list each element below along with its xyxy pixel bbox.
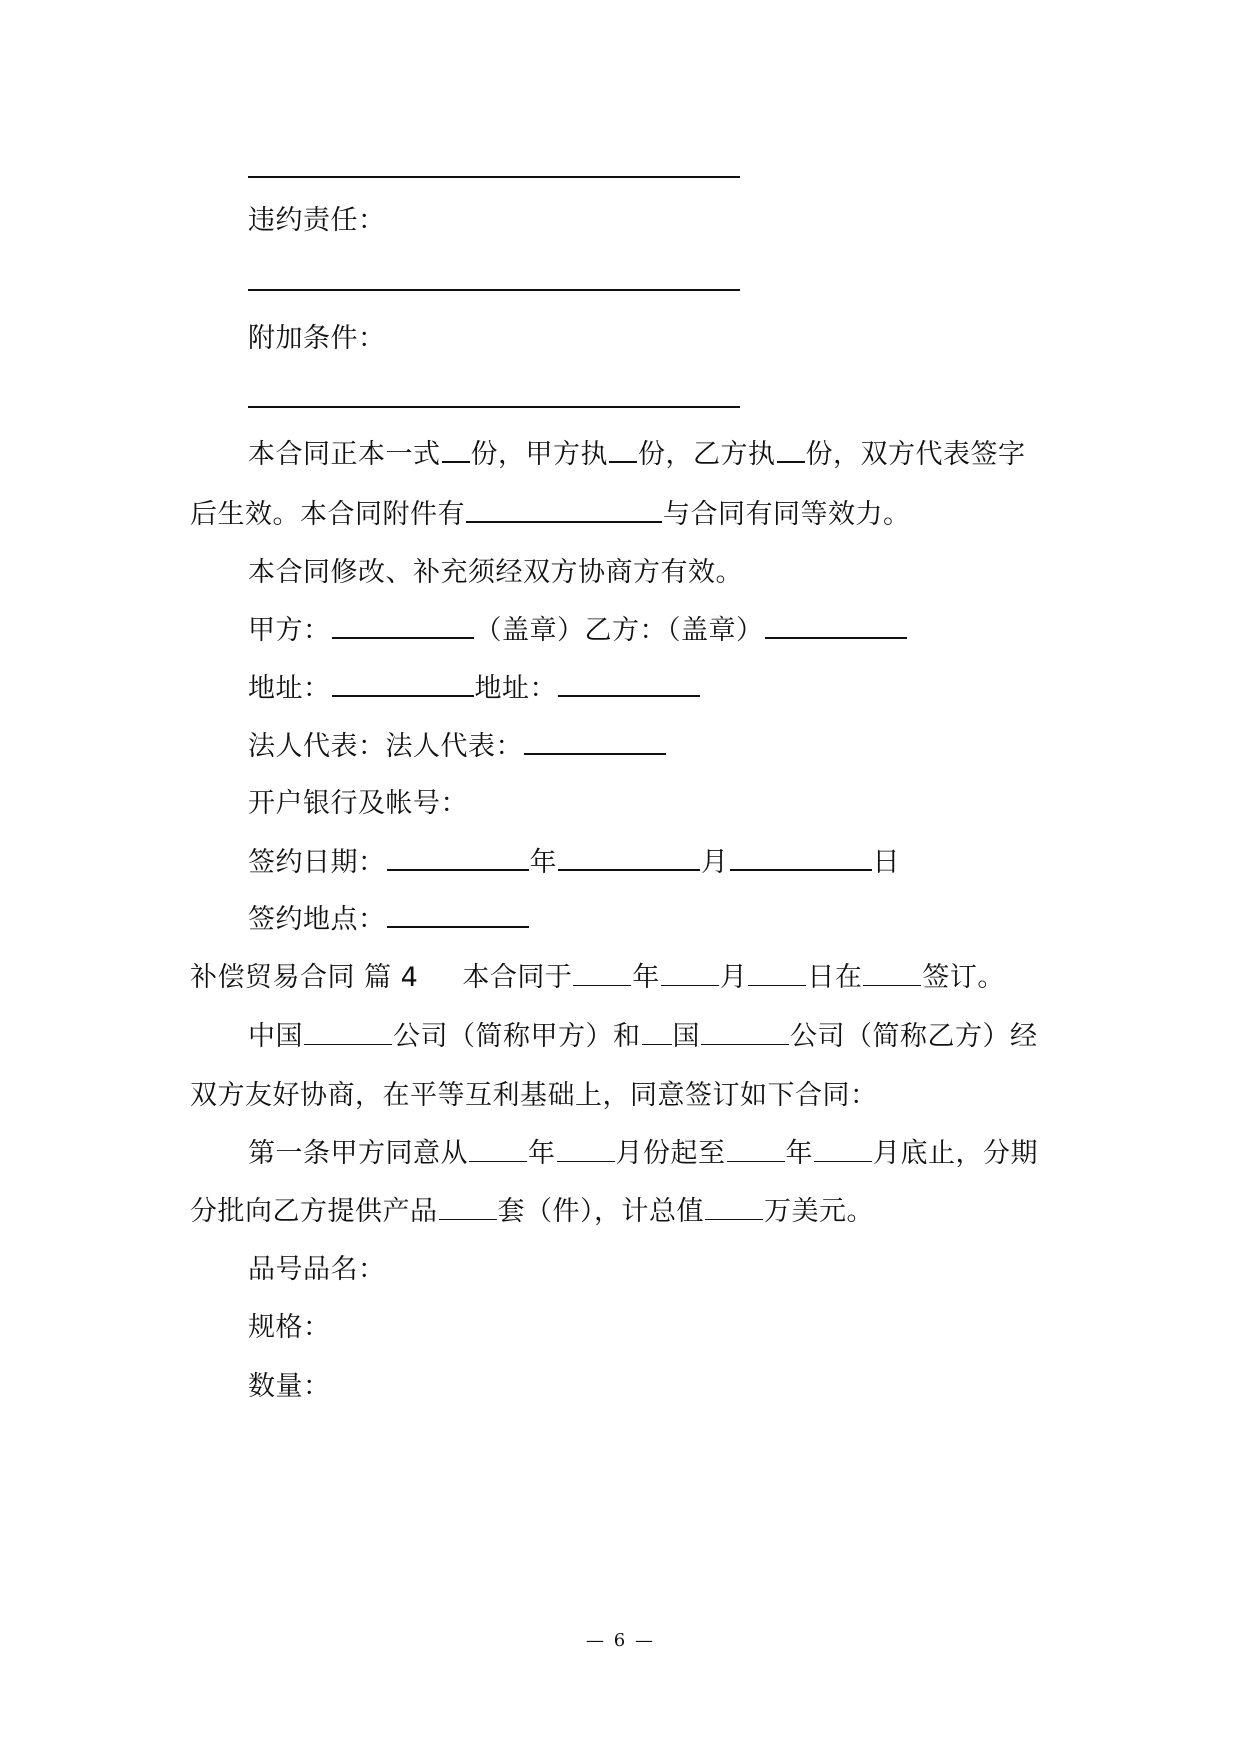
bank-line: 开户银行及帐号：	[248, 788, 468, 819]
legal-rep-line: 法人代表：法人代表：	[248, 729, 667, 764]
blank-line	[248, 406, 740, 408]
section-title: 补偿贸易合同 篇 4	[190, 962, 419, 993]
section-heading-line: 补偿贸易合同 篇 4 本合同于 年 月 日在 签订。	[190, 962, 1005, 993]
page-number: — 6 —	[586, 1630, 655, 1651]
address-line: 地址： 地址：	[248, 671, 701, 706]
blank-line	[248, 176, 740, 178]
spec-field: 规格：	[248, 1312, 331, 1343]
product-field: 品号品名：	[248, 1254, 386, 1285]
article-1-line-cont: 分批向乙方提供产品 套（件），计总值 万美元。	[190, 1196, 874, 1227]
blank-line	[248, 289, 740, 291]
intro-line-cont: 双方友好协商，在平等互利基础上，同意签订如下合同：	[190, 1080, 878, 1111]
breach-label: 违约责任：	[248, 205, 386, 236]
additional-label: 附加条件：	[248, 323, 386, 354]
amend-clause: 本合同修改、补充须经双方协商方有效。	[248, 557, 743, 588]
quantity-field: 数量：	[248, 1371, 331, 1402]
copies-clause: 本合同正本一式 份，甲方执 份，乙方执 份，双方代表签字	[248, 439, 1026, 470]
sign-date-line: 签约日期： 年 月 日	[248, 847, 900, 878]
article-1-line: 第一条甲方同意从 年 月份起至 年 月底止，分期	[248, 1138, 1038, 1169]
copies-clause-cont: 后生效。本合同附件有 与合同有同等效力。	[190, 499, 911, 530]
sign-place-line: 签约地点：	[248, 902, 530, 937]
party-line: 甲方： （盖章）乙方：（盖章）	[248, 613, 908, 648]
intro-line: 中国 公司（简称甲方）和 国 公司（简称乙方）经	[248, 1021, 1038, 1052]
